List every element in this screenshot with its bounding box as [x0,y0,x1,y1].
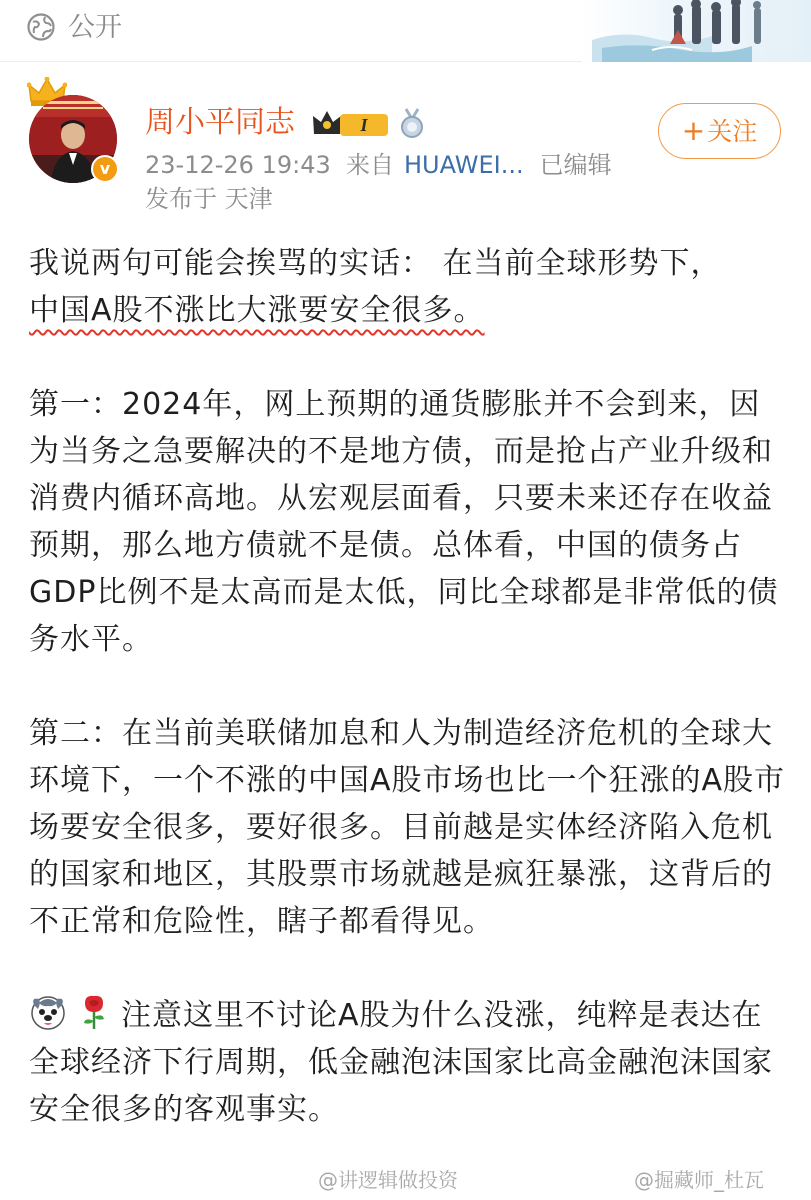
dog-emoji-icon [29,993,67,1031]
watermark-left: @讲逻辑做投资 [318,1168,458,1192]
rose-emoji-icon [75,993,113,1031]
follow-label: 关注 [707,117,758,146]
post-meta [145,149,612,181]
edited-label[interactable]: 已编辑 [539,151,612,179]
globe-icon [26,12,56,42]
post-paragraph-3-wrap [29,992,789,1133]
post-paragraph-2: 第二：在当前美联储加息和人为制造经济危机的全球大环境下，一个不涨的中国A股市场也比一个狂涨的A股市场要安全很多，要好很多。目前越是实体经济陷入危机的国家和地区，其股票市场就越是疯狂暴涨，这背后的不正常和危险性，瞎子都看得见。 [29,716,786,939]
post-line-1: 我说两句可能会挨骂的实话： 在当前全球形势下， [29,246,722,281]
post-paragraph-1: 第一：2024年，网上预期的通货膨胀并不会到来，因为当务之急要解决的不是地方债，而是抢占产业升级和消费内循环高地。从宏观层面看，只要未来还存在收益预期，那么地方债就不是债。总体看，中国的债务占GDP比例不是太高而是太低，同比全球都是非常低的债务水平。 [29,387,779,657]
follow-button[interactable] [658,103,781,159]
timestamp: 23-12-26 19:43 [145,151,331,179]
location-city: 天津 [224,185,273,213]
username[interactable]: 周小平同志 [145,105,295,140]
post-paragraph-3: 注意这里不讨论A股为什么没涨，纯粹是表达在全球经济下行周期，低金融泡沫国家比高金融泡沫国家安全很多的客观事实。 [29,998,773,1127]
level-badge-icon [312,108,390,138]
avatar-area[interactable] [27,77,121,185]
top-bar [0,0,811,62]
banner-decoration [582,0,811,62]
plus-icon: + [681,114,706,147]
location [145,183,273,215]
visibility-label[interactable]: 公开 [68,12,122,43]
verified-icon: v [91,155,119,183]
device-link[interactable]: HUAWEI... [404,151,524,179]
medal-icon [398,107,426,139]
post-body [29,240,789,1133]
level-label: I [360,115,368,135]
source-prefix: 来自 [346,151,394,179]
watermark-right: @掘藏师_杜瓦 [634,1168,764,1192]
post-highlight: 中国A股不涨比大涨要安全很多。 [29,293,485,328]
location-prefix: 发布于 [145,185,217,213]
